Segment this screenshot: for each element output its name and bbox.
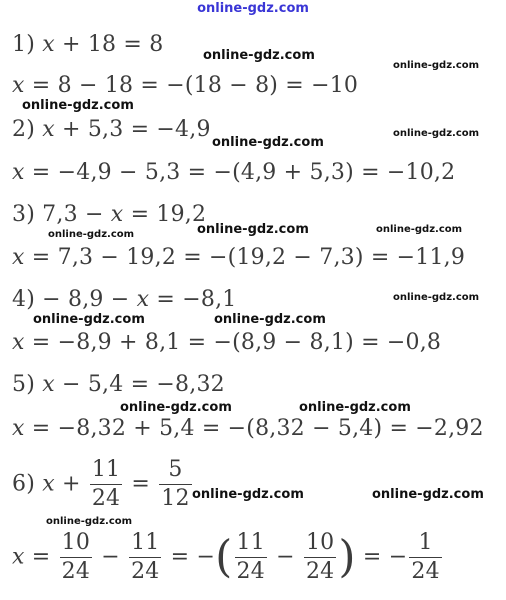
watermark: online-gdz.com bbox=[197, 222, 309, 237]
task-1-solution bbox=[12, 73, 358, 99]
fraction-denominator: 24 bbox=[131, 559, 160, 584]
plus-sign: + bbox=[54, 471, 88, 497]
task-3-label: 3) 7,3 − bbox=[12, 202, 111, 227]
minus-sign: − bbox=[94, 544, 128, 570]
watermark: online-gdz.com bbox=[192, 487, 304, 502]
task-2-equation bbox=[12, 117, 211, 143]
fraction-denominator: 24 bbox=[61, 559, 91, 584]
watermark: online-gdz.com bbox=[33, 312, 145, 327]
task-1-solution-rest: = 8 − 18 = −(18 − 8) = −10 bbox=[24, 73, 359, 98]
fraction-11-24 bbox=[235, 530, 267, 585]
fraction-numerator: 1 bbox=[418, 530, 433, 555]
task-5-equation-rest: − 5,4 = −8,32 bbox=[54, 372, 225, 397]
fraction-bar bbox=[159, 484, 191, 485]
fraction-denominator: 24 bbox=[411, 559, 440, 584]
task-2-solution-rest: = −4,9 − 5,3 = −(4,9 + 5,3) = −10,2 bbox=[24, 160, 456, 185]
fraction-10-24 bbox=[60, 530, 92, 585]
fraction-bar bbox=[304, 557, 336, 558]
task-6-solution bbox=[12, 530, 444, 585]
task-4-solution-rest: = −8,9 + 8,1 = −(8,9 − 8,1) = −0,8 bbox=[24, 330, 442, 355]
variable-x: x bbox=[110, 202, 124, 227]
task-4-label: 4) − 8,9 − bbox=[12, 287, 137, 312]
equals-minus-sign: = − bbox=[163, 544, 216, 570]
task-4-equation-rest: = −8,1 bbox=[149, 287, 237, 312]
watermark: online-gdz.com bbox=[393, 60, 480, 71]
watermark-top: online-gdz.com bbox=[197, 1, 309, 16]
fraction-bar bbox=[90, 484, 122, 485]
task-1-label: 1) bbox=[12, 32, 43, 57]
variable-x: x bbox=[42, 372, 55, 397]
fraction-bar bbox=[129, 557, 161, 558]
variable-x: x bbox=[12, 416, 25, 441]
fraction-11-24 bbox=[90, 457, 122, 512]
variable-x: x bbox=[12, 73, 25, 98]
task-1-equation-rest: + 18 = 8 bbox=[54, 32, 164, 57]
variable-x: x bbox=[42, 117, 55, 142]
watermark: online-gdz.com bbox=[376, 224, 463, 235]
equals-sign: = bbox=[124, 471, 158, 497]
task-3-equation-rest: = 19,2 bbox=[123, 202, 207, 227]
fraction-numerator: 5 bbox=[168, 457, 183, 482]
watermark: online-gdz.com bbox=[393, 128, 480, 139]
variable-x: x bbox=[42, 471, 55, 497]
variable-x: x bbox=[12, 544, 25, 570]
variable-x: x bbox=[12, 330, 25, 355]
task-3-solution-rest: = 7,3 − 19,2 = −(19,2 − 7,3) = −11,9 bbox=[24, 245, 466, 270]
fraction-11-24 bbox=[129, 530, 161, 585]
fraction-10-24 bbox=[304, 530, 336, 585]
variable-x: x bbox=[12, 245, 25, 270]
watermark: online-gdz.com bbox=[48, 229, 135, 240]
fraction-numerator: 10 bbox=[305, 530, 335, 555]
variable-x: x bbox=[136, 287, 150, 312]
watermark: online-gdz.com bbox=[46, 516, 133, 527]
task-4-solution bbox=[12, 330, 441, 356]
minus-sign: − bbox=[268, 544, 302, 570]
task-2-solution bbox=[12, 160, 455, 186]
task-5-solution bbox=[12, 416, 484, 442]
fraction-denominator: 24 bbox=[305, 559, 335, 584]
fraction-denominator: 12 bbox=[161, 486, 190, 511]
fraction-numerator: 11 bbox=[236, 530, 265, 555]
watermark: online-gdz.com bbox=[212, 135, 324, 150]
variable-x: x bbox=[42, 32, 55, 57]
task-2-equation-rest: + 5,3 = −4,9 bbox=[54, 117, 211, 142]
right-paren: ) bbox=[338, 531, 356, 583]
fraction-numerator: 11 bbox=[91, 457, 121, 482]
task-3-solution bbox=[12, 245, 465, 271]
watermark: online-gdz.com bbox=[393, 292, 480, 303]
watermark: online-gdz.com bbox=[203, 48, 315, 63]
watermark: online-gdz.com bbox=[120, 400, 232, 415]
task-5-equation bbox=[12, 372, 225, 398]
fraction-denominator: 24 bbox=[91, 486, 121, 511]
watermark: online-gdz.com bbox=[214, 312, 326, 327]
task-3-equation bbox=[12, 202, 206, 228]
fraction-bar bbox=[409, 557, 441, 558]
fraction-bar bbox=[235, 557, 267, 558]
fraction-numerator: 10 bbox=[61, 530, 91, 555]
task-5-label: 5) bbox=[12, 372, 43, 397]
fraction-numerator: 11 bbox=[131, 530, 160, 555]
task-4-equation bbox=[12, 287, 236, 313]
watermark: online-gdz.com bbox=[299, 400, 411, 415]
fraction-5-12 bbox=[159, 457, 191, 512]
task-5-solution-rest: = −8,32 + 5,4 = −(8,32 − 5,4) = −2,92 bbox=[24, 416, 484, 441]
fraction-bar bbox=[60, 557, 92, 558]
task-6-label: 6) bbox=[12, 471, 43, 497]
watermark: online-gdz.com bbox=[22, 98, 134, 113]
equals-sign: = bbox=[24, 544, 58, 570]
fraction-1-24 bbox=[409, 530, 441, 585]
left-paren: ( bbox=[215, 531, 233, 583]
variable-x: x bbox=[12, 160, 25, 185]
task-6-equation bbox=[12, 457, 194, 512]
watermark: online-gdz.com bbox=[372, 487, 484, 502]
equals-minus-sign: = − bbox=[355, 544, 408, 570]
task-1-equation bbox=[12, 32, 163, 58]
task-2-label: 2) bbox=[12, 117, 43, 142]
fraction-denominator: 24 bbox=[236, 559, 265, 584]
